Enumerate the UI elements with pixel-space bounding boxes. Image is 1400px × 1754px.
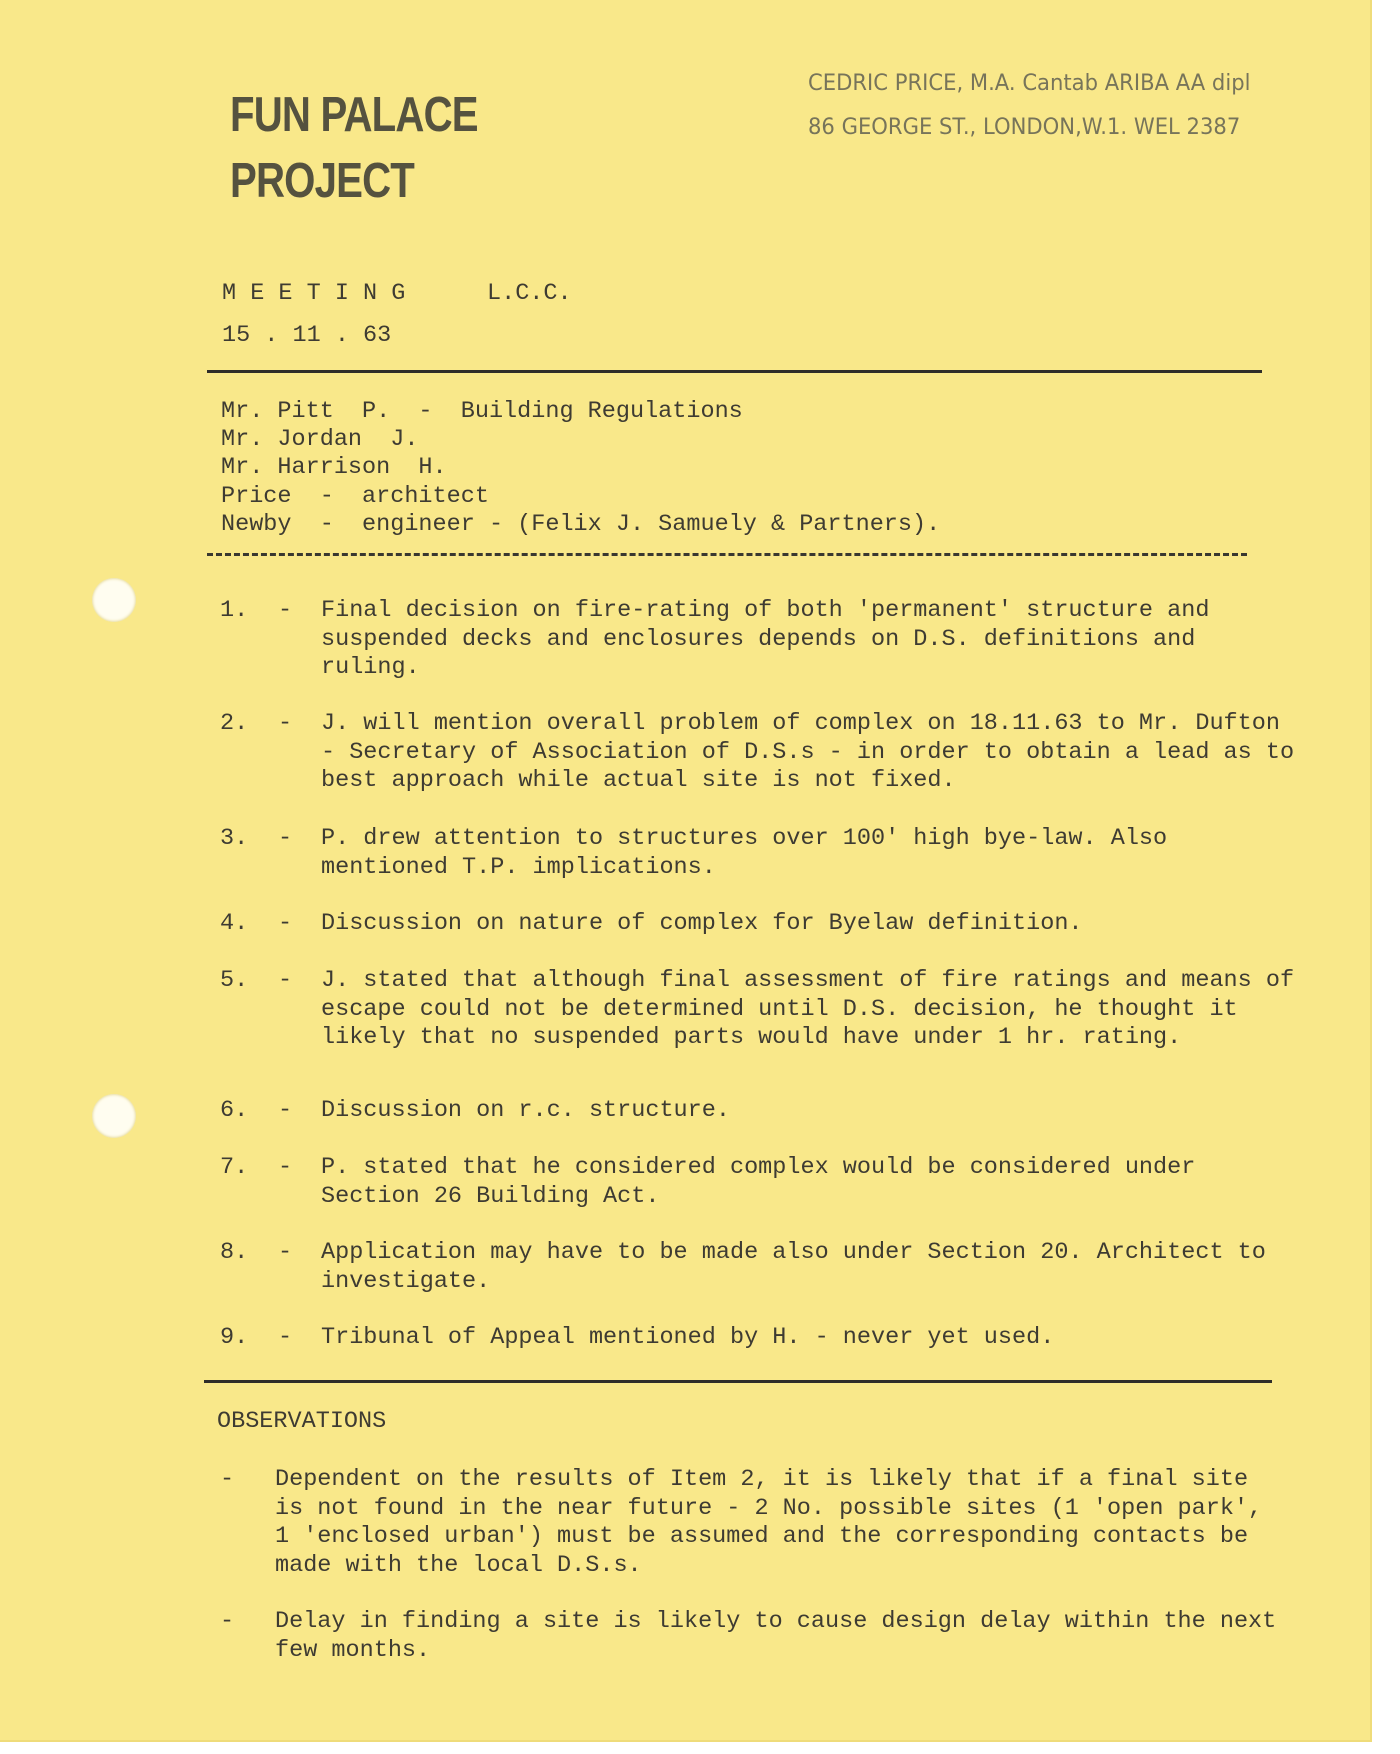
item-dash: - [278,597,293,624]
attendee: Newby - engineer - (Felix J. Samuely & Partners). [221,511,941,538]
item-text: Tribunal of Appeal mentioned by H. - never yet used. [321,1324,1055,1351]
item-number: 3. [220,825,249,852]
observations-heading: OBSERVATIONS [217,1408,387,1435]
item-number: 9. [220,1324,249,1351]
observation-text: Dependent on the results of Item 2, it is likely that if a final site is not found in the near future - 2 No. possible sites (1 'open park', 1 'enclosed urban') must be assumed and the corresponding contacts be made with the local D.S.s. [275,1466,1263,1579]
item-dash: - [278,1324,293,1351]
meeting-body: L.C.C. [487,280,572,307]
item-number: 4. [220,910,249,937]
letterhead-name: CEDRIC PRICE, M.A. Cantab ARIBA AA dipl [808,71,1251,96]
item-text: Application may have to be made also under Section 20. Architect to investigate. [321,1239,1266,1295]
attendee: Mr. Jordan J. [221,426,419,453]
item-number: 6. [220,1097,249,1124]
item-text: Discussion on r.c. structure. [321,1097,730,1124]
item-text: J. will mention overall problem of complex on 18.11.63 to Mr. Dufton - Secretary of Association of D.S.s - in order to obtain a lead as to best approach while actual site is not fixed. [321,710,1295,794]
letterhead [808,62,1250,150]
punch-hole-bottom [92,1094,136,1138]
punch-hole-top [92,578,136,622]
observation-dash: - [220,1608,235,1635]
item-number: 1. [220,597,249,624]
letterhead-address: 86 GEORGE ST., LONDON,W.1. WEL 2387 [808,115,1241,140]
item-text: P. drew attention to structures over 100' high bye-law. Also mentioned T.P. implications. [321,825,1168,881]
project-stamp [230,82,478,214]
attendee: Price - architect [221,483,489,510]
item-text: Final decision on fire-rating of both 'permanent' structure and suspended decks and enclosures depends on D.S. definitions and ruling. [321,597,1210,681]
observation-dash: - [220,1466,235,1493]
divider-top [207,370,1262,373]
stamp-line-2: PROJECT [230,154,415,208]
item-dash: - [278,710,293,737]
observation-text: Delay in finding a site is likely to cause design delay within the next few months. [275,1608,1277,1664]
item-dash: - [278,1154,293,1181]
item-text: Discussion on nature of complex for Byelaw definition. [321,910,1083,937]
item-dash: - [278,825,293,852]
divider-bottom [204,1380,1272,1383]
item-dash: - [278,910,293,937]
item-dash: - [278,1097,293,1124]
item-number: 5. [220,967,249,994]
item-number: 8. [220,1239,249,1266]
attendee: Mr. Pitt P. - Building Regulations [221,398,743,425]
item-number: 2. [220,710,249,737]
attendee: Mr. Harrison H. [221,454,447,481]
item-dash: - [278,1239,293,1266]
item-number: 7. [220,1154,249,1181]
item-text: J. stated that although final assessment of fire ratings and means of escape could not be determined until D.S. decision, he thought it likely that no suspended parts would have under 1 hr. rating. [321,967,1295,1051]
item-dash: - [278,967,293,994]
stamp-line-1: FUN PALACE [230,88,478,142]
item-text: P. stated that he considered complex would be considered under Section 26 Building Act. [321,1154,1196,1210]
divider-dashed [207,553,1247,556]
meeting-date: 15 . 11 . 63 [222,322,392,349]
meeting-label: M E E T I N G [222,280,406,307]
